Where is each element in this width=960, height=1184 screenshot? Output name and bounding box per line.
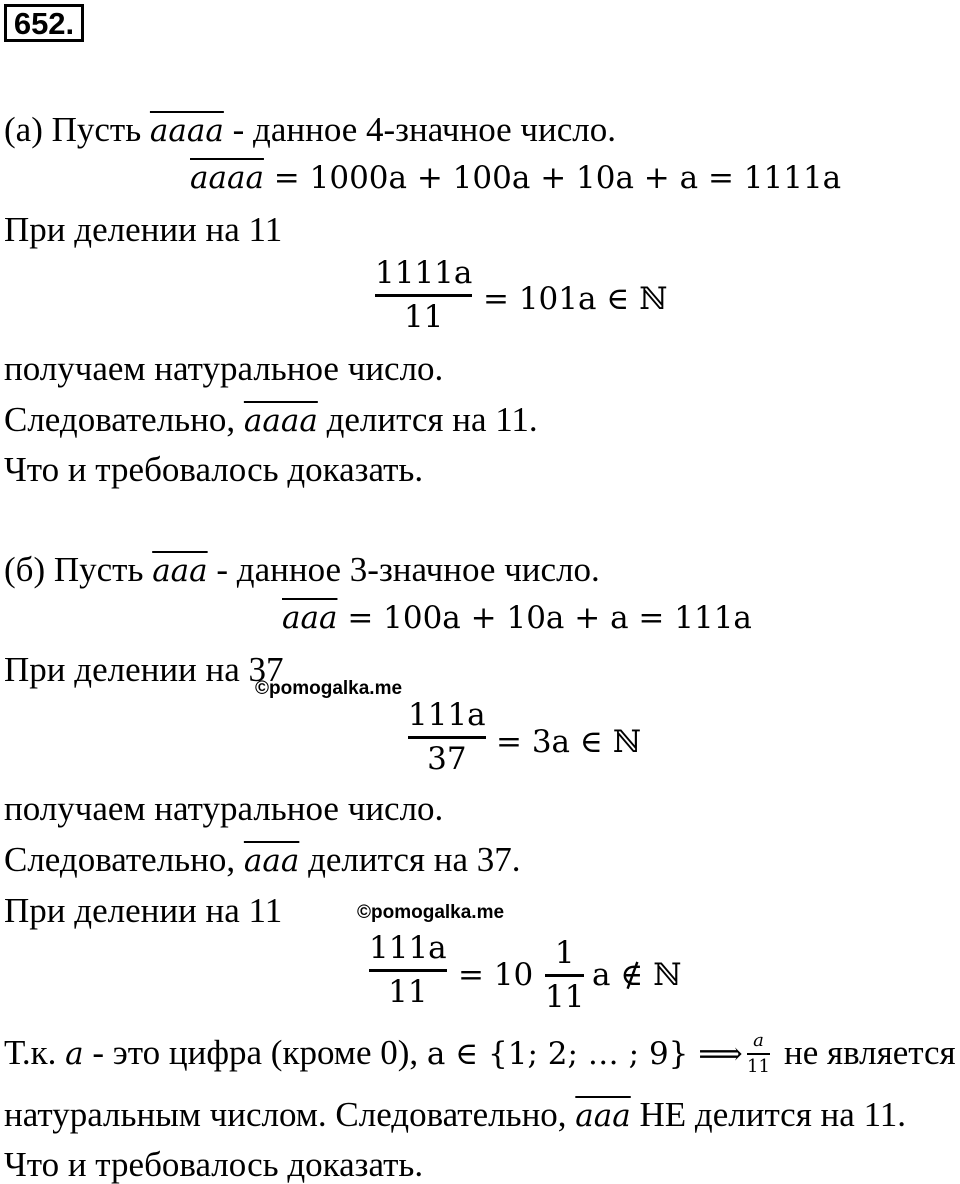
part-a-frac-rhs: = 101a ∈ ℕ [483, 281, 668, 317]
part-a-fraction [375, 255, 472, 336]
part-b-intro-rest: - данное 3-значное число. [216, 550, 600, 589]
fraction-bar [747, 1053, 770, 1055]
fraction-bar [408, 736, 486, 739]
part-b-frac37-rhs: = 3a ∈ ℕ [496, 724, 642, 760]
part-a-frac-num: 1111a [375, 255, 473, 291]
part-b-line2-post: НЕ делится на 11. [639, 1095, 907, 1134]
part-a-frac-den: 11 [403, 299, 444, 336]
part-b-tk-fraction [747, 1030, 770, 1077]
part-a-intro [4, 112, 616, 147]
part-b-frac11-rhs-pre: = 10 [458, 957, 534, 993]
part-b-tk-frac-num: a [753, 1030, 764, 1051]
part-a-equation [190, 160, 842, 196]
part-b-tk-line [4, 1035, 743, 1070]
part-b-tk-a: a [65, 1036, 84, 1072]
part-b-conclusion-37 [4, 842, 521, 877]
part-a-result-line: получаем натуральное число. [4, 349, 444, 388]
part-b-label: (б) Пусть [4, 550, 144, 589]
part-b-qed: Что и требовалось доказать. [4, 1145, 424, 1184]
part-b-divide11-line: При делении на 11 [4, 891, 283, 930]
part-b-frac11-rhs-post: a ∉ ℕ [592, 957, 682, 993]
fraction-bar [369, 969, 447, 972]
part-b-frac37-den: 37 [427, 741, 467, 778]
part-b-tk-set: a ∈ {1; 2; … ; 9} ⟹ [426, 1036, 743, 1072]
part-a-eq-rhs: = 1000a + 100a + 10a + a = 1111a [273, 160, 842, 196]
part-a-var: aaaa [149, 113, 224, 149]
part-b-fraction-11 [369, 930, 447, 1011]
watermark: ©pomogalka.me [255, 678, 403, 699]
part-b-mixed-den: 11 [545, 979, 585, 1016]
part-b-conclusion37-var: $\overline{aaa}$ [243, 843, 300, 879]
part-b-tk-mid: - это цифра (кроме 0), [92, 1033, 419, 1072]
part-a-eq-lhs: aaaa [190, 160, 264, 196]
part-b-tk-post: не является [784, 1033, 956, 1072]
part-b-eq-rhs: = 100a + 10a + a = 111a [347, 600, 752, 636]
part-a-label: (а) Пусть [4, 110, 142, 149]
part-b-tk-pre: Т.к. [4, 1033, 57, 1072]
part-b-equation [282, 600, 752, 636]
part-b-frac11-num: 111a [369, 930, 447, 966]
part-b-conclusion37-post: делится на 37. [308, 840, 521, 879]
watermark: ©pomogalka.me [357, 902, 505, 923]
part-a-conclusion-post: делится на 11. [326, 400, 538, 439]
part-b-result-line: получаем натуральное число. [4, 789, 444, 828]
problem-number: 652. [4, 4, 84, 42]
part-b-conclusion37-pre: Следовательно, [4, 840, 236, 879]
part-a-conclusion [4, 402, 538, 437]
part-b-intro [4, 552, 600, 587]
part-b-eq-lhs: $\overline{aaa}$ [282, 600, 338, 636]
part-b-divide37-line: При делении на 37 [4, 650, 284, 689]
part-b-mixed-fraction [545, 935, 584, 1016]
part-a-qed: Что и требовалось доказать. [4, 450, 424, 489]
part-a-conclusion-var: aaaa [243, 403, 318, 439]
part-b-fraction-37 [408, 697, 486, 778]
fraction-bar [545, 974, 584, 977]
part-a-intro-rest: - данное 4-значное число. [232, 110, 617, 149]
part-b-line2-var: $\overline{aaa}$ [575, 1098, 631, 1134]
part-b-mixed-num: 1 [554, 935, 575, 971]
part-a-divide-line: При делении на 11 [4, 210, 283, 249]
part-b-tk-frac-den: 11 [747, 1055, 770, 1077]
part-b-frac37-num: 111a [408, 697, 486, 733]
fraction-bar [375, 294, 472, 297]
part-b-line2-pre: натуральным числом. Следовательно, [4, 1095, 567, 1134]
part-b-frac11-den: 11 [388, 974, 428, 1011]
part-b-line2 [4, 1097, 906, 1132]
part-b-var: $\overline{aaa}$ [152, 553, 208, 589]
part-a-conclusion-pre: Следовательно, [4, 400, 236, 439]
